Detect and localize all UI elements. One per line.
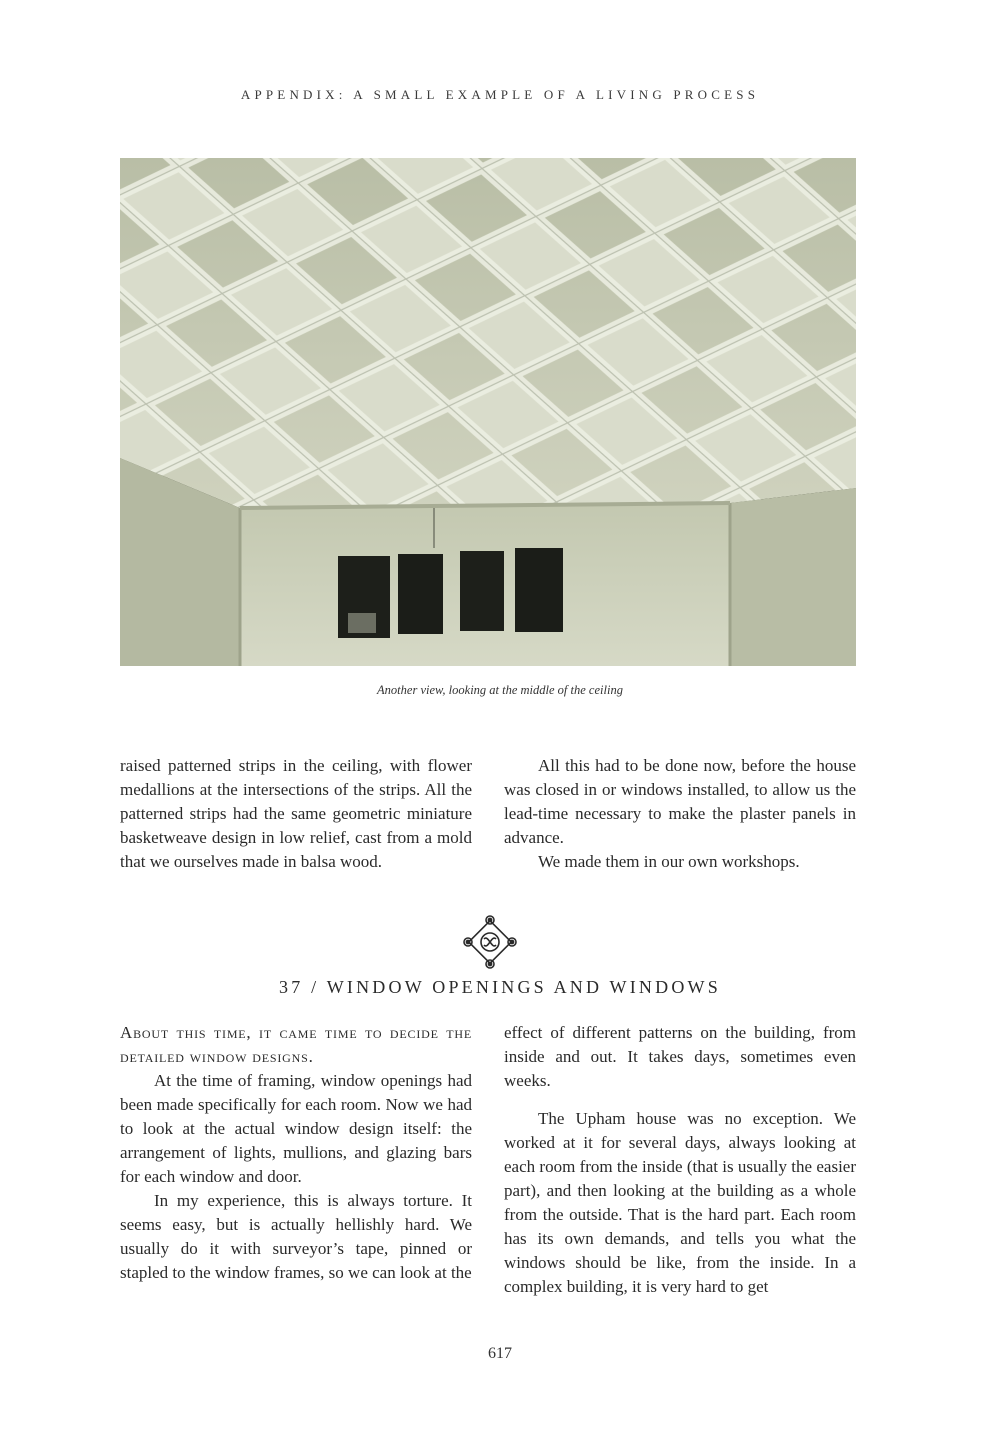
lower-left-column xyxy=(120,1021,472,1285)
paragraph: All this had to be done now, before the house was closed in or windows installed, to allow us the lead-time necessary to make the plaster panels in advance. xyxy=(504,756,856,847)
section-title: 37 / WINDOW OPENINGS AND WINDOWS xyxy=(279,977,721,997)
paragraph: We made them in our own workshops. xyxy=(538,852,800,871)
paragraph: In my experience, this is always torture. It seems easy, but is actually hellishly hard. We usually do it with surveyor’s tape, pinned or stapled to the window frames, so we can look at the xyxy=(120,1191,472,1282)
paragraph: At the time of framing, window openings had been made specifically for each room. Now we had to look at the actual window design itself: the arrangement of lights, mullions, and glazing bars for each window and door. xyxy=(120,1071,472,1186)
lead-in: About this time, it came time to decide the detailed window designs. xyxy=(120,1023,472,1066)
paragraph: The Upham house was no exception. We worked at it for several days, always looking at each room from the inside (that is usually the easier part), and then looking at the building as a whole from the outside. That is the hard part. Each room has its own demands, and tells you what the windows should be like, from the inside. In a complex building, it is very hard to get xyxy=(504,1109,856,1296)
lead-paragraph xyxy=(120,1021,472,1069)
photo-caption: Another view, looking at the middle of the ceiling xyxy=(377,683,623,697)
ceiling-photo xyxy=(120,158,856,666)
celtic-knot-ornament-icon xyxy=(462,914,518,970)
running-head: APPENDIX: A SMALL EXAMPLE OF A LIVING PROCESS xyxy=(240,87,760,102)
upper-left-column xyxy=(120,754,472,874)
paragraph: raised patterned strips in the ceiling, with flower medallions at the intersections of the strips. All the patterned strips had the same geometric miniature basketweave design in low relief, cast from a mold that we ourselves made in balsa wood. xyxy=(120,756,472,871)
upper-right-column xyxy=(504,754,856,874)
paragraph: effect of different patterns on the building, from inside and out. It takes days, sometimes even weeks. xyxy=(504,1023,856,1090)
page-number: 617 xyxy=(488,1345,512,1362)
lower-right-column xyxy=(504,1021,856,1299)
